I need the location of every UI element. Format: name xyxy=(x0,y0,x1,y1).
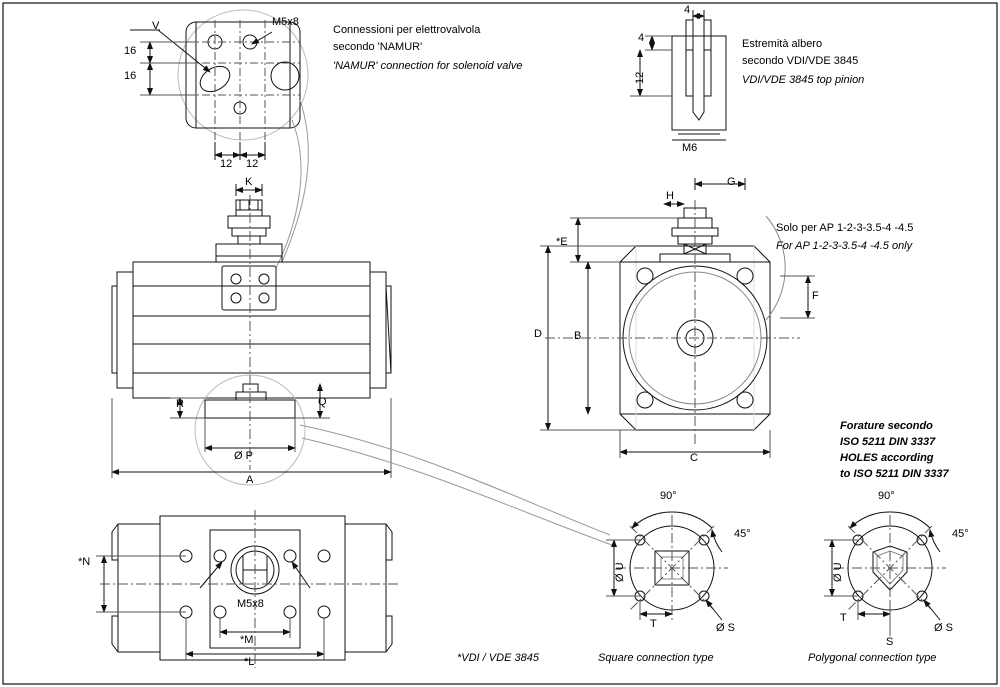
note-shaft-en-line1: VDI/VDE 3845 top pinion xyxy=(742,74,865,86)
dim-poly-u: Ø U xyxy=(832,562,844,582)
dim-shaft-m6: M6 xyxy=(682,142,698,154)
caption-polygonal: Polygonal connection type xyxy=(808,652,937,664)
dim-side-f: F xyxy=(812,290,819,302)
dim-namur-12a: 12 xyxy=(220,158,233,170)
note-holes-it-line2: ISO 5211 DIN 3337 xyxy=(840,436,936,448)
dim-front-r: R xyxy=(176,398,184,410)
dim-shaft-left-4: 4 xyxy=(638,32,645,44)
caption-vdi: *VDI / VDE 3845 xyxy=(457,652,539,664)
dim-square-u: Ø U xyxy=(614,562,626,582)
note-onlyap-en: For AP 1-2-3-3.5-4 -4.5 only xyxy=(776,240,913,252)
dim-front-q: Q xyxy=(318,396,327,408)
dim-square-90: 90° xyxy=(660,490,677,502)
dim-square-t: T xyxy=(650,618,657,630)
caption-square: Square connection type xyxy=(598,652,714,664)
dim-front-p: Ø P xyxy=(234,450,253,462)
dim-front-a: A xyxy=(246,474,254,486)
dim-front-k: K xyxy=(245,176,253,188)
dim-square-s: Ø S xyxy=(716,622,735,634)
dim-namur-12b: 12 xyxy=(246,158,259,170)
dim-poly-s-plain: S xyxy=(886,636,894,648)
dim-poly-t: T xyxy=(840,612,847,624)
note-namur-en-line1: 'NAMUR' connection for solenoid valve xyxy=(333,60,523,72)
note-shaft-it-line1: Estremità albero xyxy=(742,38,823,50)
dim-side-h: H xyxy=(666,190,674,202)
dim-side-b: B xyxy=(574,330,582,342)
dim-namur-v: V xyxy=(152,20,160,32)
note-namur-it-line1: Connessioni per elettrovalvola xyxy=(333,24,481,36)
dim-square-45: 45° xyxy=(734,528,751,540)
dim-side-g: G xyxy=(727,176,736,188)
note-holes-en-line1: HOLES according xyxy=(840,452,934,464)
dim-bottom-n: *N xyxy=(78,556,91,568)
dim-namur-16b: 16 xyxy=(124,70,137,82)
dim-bottom-thread: M5x8 xyxy=(237,598,264,610)
dim-side-e: *E xyxy=(556,236,568,248)
dim-poly-90: 90° xyxy=(878,490,895,502)
dim-namur-16a: 16 xyxy=(124,45,137,57)
dim-side-c: C xyxy=(690,452,698,464)
dim-poly-45: 45° xyxy=(952,528,969,540)
note-holes-en-line2: to ISO 5211 DIN 3337 xyxy=(840,468,949,480)
dim-bottom-m: *M xyxy=(240,634,254,646)
note-namur-it-line2: secondo 'NAMUR' xyxy=(333,41,423,53)
note-shaft-it-line2: secondo VDI/VDE 3845 xyxy=(742,55,859,67)
dim-poly-s: Ø S xyxy=(934,622,953,634)
dim-shaft-12: 12 xyxy=(634,71,646,84)
dim-namur-thread: M5x8 xyxy=(272,16,299,28)
dim-bottom-l: *L xyxy=(244,656,255,668)
note-holes-it-line1: Forature secondo xyxy=(840,420,933,432)
note-onlyap-it: Solo per AP 1-2-3-3.5-4 -4.5 xyxy=(776,222,914,234)
dim-shaft-top-4: 4 xyxy=(684,4,691,16)
dim-side-d: D xyxy=(534,328,542,340)
